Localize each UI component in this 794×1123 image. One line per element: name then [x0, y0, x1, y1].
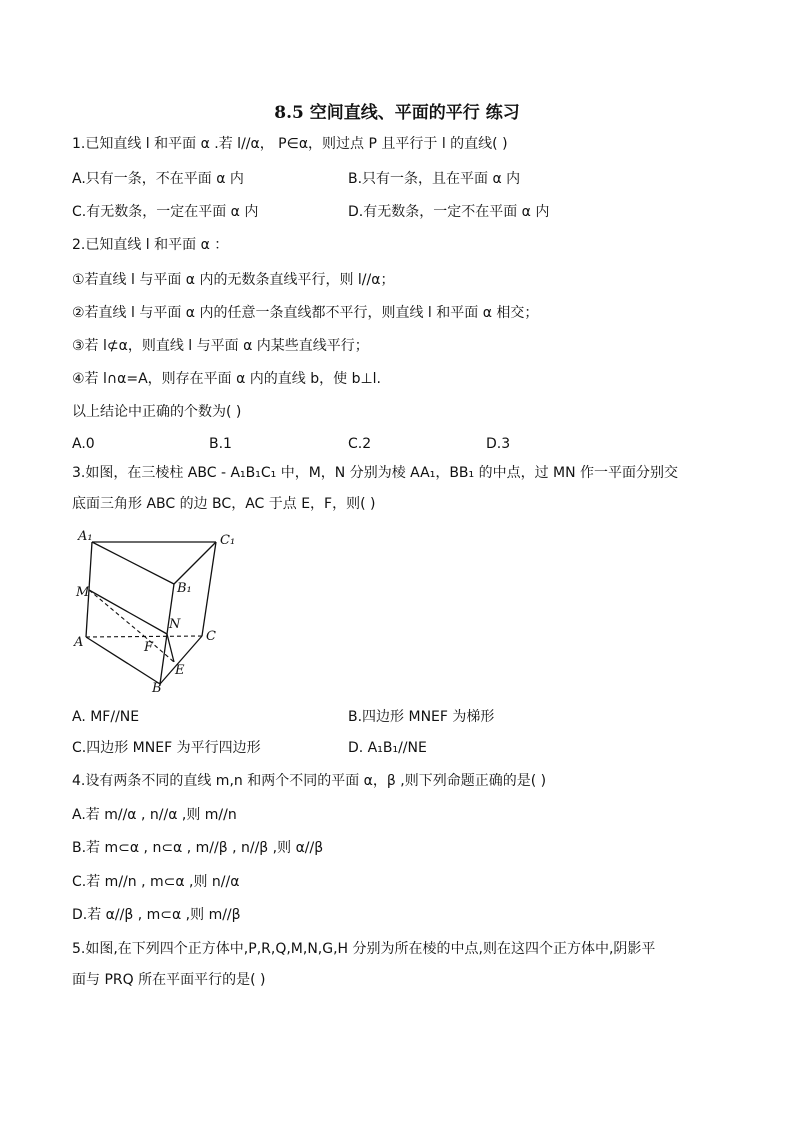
q1-option-b: B.只有一条，且在平面 α 内	[348, 171, 521, 187]
q1-option-a: A.只有一条，不在平面 α 内	[72, 171, 244, 187]
q5-stem-line1: 5.如图,在下列四个正方体中,P,R,Q,M,N,G,H 分别为所在棱的中点,则在这四个正方体中,阴影平	[72, 941, 656, 957]
label-f: F	[144, 640, 154, 655]
q2-item-1: ①若直线 l 与平面 α 内的无数条直线平行，则 l//α；	[72, 272, 395, 288]
q3-option-b: B.四边形 MNEF 为梯形	[348, 709, 495, 725]
q2-stem: 2.已知直线 l 和平面 α ：	[72, 237, 229, 253]
q3-stem-line1: 3.如图，在三棱柱 ABC - A₁B₁C₁ 中，M，N 分别为棱 AA₁，BB₁ 的中点，过 MN 作一平面分别交	[72, 465, 679, 481]
prism-figure	[68, 524, 248, 696]
q1-stem: 1.已知直线 l 和平面 α .若 l//α， P∈α，则过点 P 且平行于 l 的直线( )	[72, 136, 508, 152]
label-c1: C₁	[220, 533, 236, 548]
q2-item-2: ②若直线 l 与平面 α 内的任意一条直线都不平行，则直线 l 和平面 α 相交；	[72, 305, 539, 321]
label-e: E	[175, 663, 185, 678]
label-c: C	[206, 629, 216, 644]
q3-option-c: C.四边形 MNEF 为平行四边形	[72, 740, 261, 756]
q2-option-b: B.1	[209, 436, 232, 452]
q5-stem-line2: 面与 PRQ 所在平面平行的是( )	[72, 972, 266, 988]
q2-option-a: A.0	[72, 436, 95, 452]
q2-item-4: ④若 l∩α=A，则存在平面 α 内的直线 b，使 b⊥l.	[72, 371, 382, 387]
label-b1: B₁	[177, 581, 192, 596]
page-title: 8.5 空间直线、平面的平行 练习	[274, 103, 520, 123]
label-m: M	[76, 585, 90, 600]
q4-option-b: B.若 m⊂α , n⊂α , m//β , n//β ,则 α//β	[72, 840, 324, 856]
q4-option-d: D.若 α//β , m⊂α ,则 m//β	[72, 907, 241, 923]
q4-stem: 4.设有两条不同的直线 m,n 和两个不同的平面 α，β ,则下列命题正确的是( )	[72, 773, 547, 789]
q4-option-a: A.若 m//α , n//α ,则 m//n	[72, 807, 237, 823]
q2-question: 以上结论中正确的个数为( )	[72, 404, 242, 420]
label-a: A	[74, 635, 84, 650]
q4-option-c: C.若 m//n , m⊂α ,则 n//α	[72, 874, 240, 890]
q3-stem-line2: 底面三角形 ABC 的边 BC，AC 于点 E，F，则( )	[72, 496, 376, 512]
q1-option-c: C.有无数条，一定在平面 α 内	[72, 204, 259, 220]
q2-item-3: ③若 l⊄α，则直线 l 与平面 α 内某些直线平行；	[72, 338, 369, 354]
label-n: N	[169, 617, 181, 632]
q3-option-d: D. A₁B₁//NE	[348, 740, 427, 756]
q3-option-a: A. MF//NE	[72, 709, 140, 725]
label-a1: A₁	[78, 529, 93, 544]
q2-option-d: D.3	[486, 436, 511, 452]
q2-option-c: C.2	[348, 436, 372, 452]
q1-option-d: D.有无数条，一定不在平面 α 内	[348, 204, 550, 220]
label-b: B	[152, 681, 162, 696]
